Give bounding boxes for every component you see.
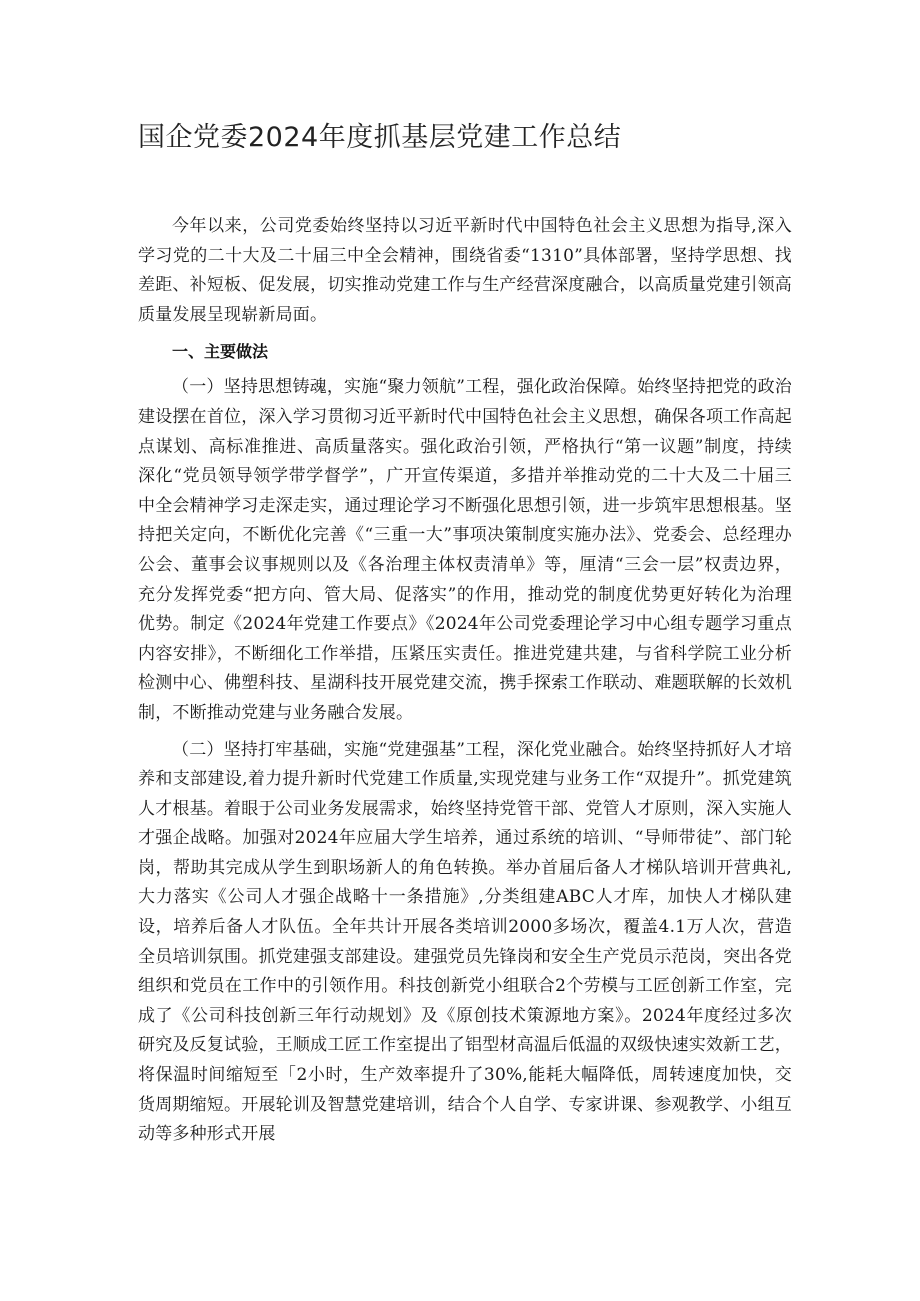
document-title: 国企党委2024年度抓基层党建工作总结 — [138, 122, 622, 153]
paragraph-ideological-foundation: （一）坚持思想铸魂，实施“聚力领航”工程，强化政治保障。始终坚持把党的政治建设摆在首位，深入学习贯彻习近平新时代中国特色社会主义思想，确保各项工作高起点谋划、高标准推进、高质量落实。强化政治引领，严格执行“第一议题”制度，持续深化“党员领导领学带学督学”，广开宣传渠道，多措并举推动党的二十大及二十届三中全会精神学习走深走实，通过理论学习不断强化思想引领，进一步筑牢思想根基。坚持把关定向，不断优化完善《“三重一大”事项决策制度实施办法》、党委会、总经理办公会、董事会议事规则以及《各治理主体权责清单》等，厘清“三会一层”权责边界，充分发挥党委“把方向、管大局、促落实”的作用，推动党的制度优势更好转化为治理优势。制定《2024年党建工作要点》《2024年公司党委理论学习中心组专题学习重点内容安排》，不断细化工作举措，压紧压实责任。推进党建共建，与省科学院工业分析检测中心、佛塑科技、星湖科技开展党建交流，携手探索工作联动、难题联解的长效机制，不断推动党建与业务融合发展。 — [138, 377, 792, 723]
intro-paragraph: 今年以来，公司党委始终坚持以习近平新时代中国特色社会主义思想为指导,深入学习党的二十大及二十届三中全会精神，围绕省委“1310”具体部署，坚持学思想、找差距、补短板、促发展，切实推动党建工作与生产经营深度融合，以高质量党建引领高质量发展呈现崭新局面。 — [138, 216, 792, 325]
paragraph-party-building-foundation: （二）坚持打牢基础，实施“党建强基”工程，深化党业融合。始终坚持抓好人才培养和支部建设,着力提升新时代党建工作质量,实现党建与业务工作“双提升”。抓党建筑人才根基。着眼于公司业务发展需求，始终坚持党管干部、党管人才原则，深入实施人才强企战略。加强对2024年应届大学生培养，通过系统的培训、“导师带徒”、部门轮岗，帮助其完成从学生到职场新人的角色转换。举办首届后备人才梯队培训开营典礼,大力落实《公司人才强企战略十一条措施》,分类组建ABC人才库，加快人才梯队建设，培养后备人才队伍。全年共计开展各类培训2000多场次，覆盖4.1万人次，营造全员培训氛围。抓党建强支部建设。建强党员先锋岗和安全生产党员示范岗，突出各党组织和党员在工作中的引领作用。科技创新党小组联合2个劳模与工匠创新工作室，完成了《公司科技创新三年行动规划》及《原创技术策源地方案》。2024年度经过多次研究及反复试验，王顺成工匠工作室提出了铝型材高温后低温的双级快速实效新工艺，将保温时间缩短至「2小时，生产效率提升了30%,能耗大幅降低，周转速度加快，交货周期缩短。开展轮训及智慧党建培训，结合个人自学、专家讲课、参观教学、小组互动等多种形式开展 — [138, 739, 792, 1145]
document-body — [138, 212, 792, 1157]
section-heading-main-practices: 一、主要做法 — [172, 342, 269, 362]
